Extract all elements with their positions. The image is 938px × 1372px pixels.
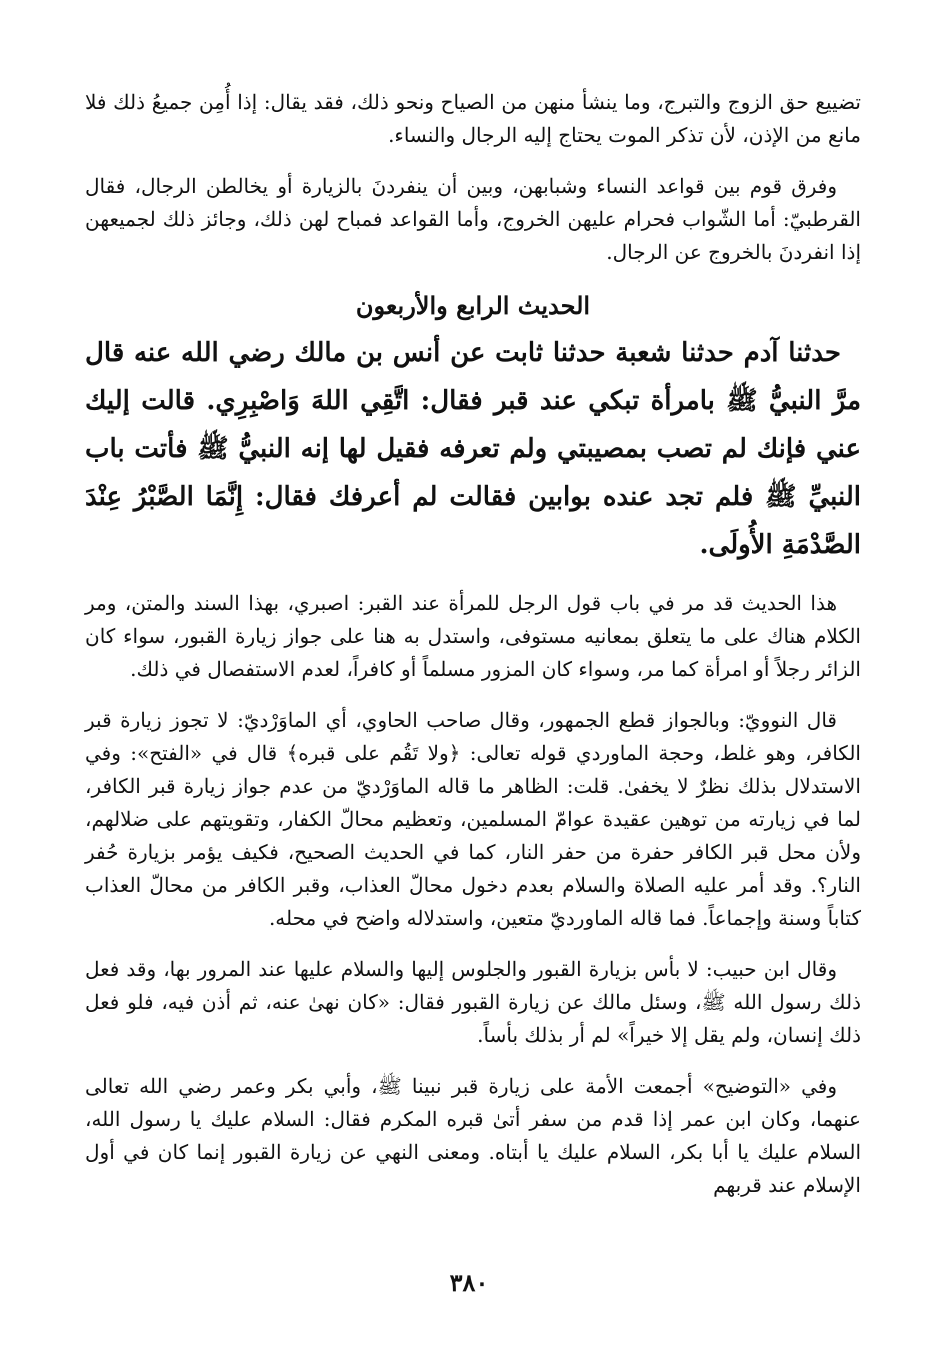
- paragraph-commentary-3: وقال ابن حبيب: لا بأس بزيارة القبور والجلوس إليها والسلام عليها عند المرور بها، وقد فعل ذلك رسول الله ﷺ، وسئل مالك عن زيارة القبور فقال: «كان نهىٰ عنه، ثم أذن فيه، فلو فعل ذلك إنسان، ولم يقل إلا خيراً» لم أر بذلك بأساً.: [85, 957, 861, 1047]
- paragraph-commentary-2: قال النوويّ: وبالجواز قطع الجمهور، وقال صاحب الحاوي، أي الماوَرْديّ: لا تجوز زيارة قبر الكافر، وهو غلط، وحجة الماوردي قوله تعالى: ﴿ولا تَقُم على قبره﴾ قال في «الفتح»: وفي الاستدلال بذلك نظرٌ لا يخفىٰ. قلت: الظاهر ما قاله الماوَرْديّ من عدم جواز زيارة قبر الكافر، لما في زيارته من توهين عقيدة عوامّ المسلمين، وتعظيم محالّ الكفار، وتقويتهم على ضلالهم، ولأن محل قبر الكافر حفرة من حفر النار، كما في الحديث الصحيح، فكيف يؤمر بزيارة حُفر النار؟. وقد أمر عليه الصلاة والسلام بعدم دخول محالّ العذاب، وقبر الكافر من محالّ العذاب كتاباً وسنة وإجماعاً. فما قاله الماورديّ متعين، واستدلاله واضح في محله.: [85, 708, 862, 930]
- paragraph-top-2: وفرق قوم بين قواعد النساء وشبابهن، وبين أن ينفردنَ بالزيارة أو يخالطن الرجال، فقال القرطبيّ: أما الشّواب فحرام عليهن الخروج، وأما القواعد فمباح لهن ذلك، وجائز ذلك لجميعهن إذا انفردنَ بالخروج عن الرجال.: [85, 174, 861, 264]
- paragraph-top-1: تضييع حق الزوج والتبرج، وما ينشأ منهن من الصياح ونحو ذلك، فقد يقال: إذا أُمِن جميعُ ذلك فلا مانع من الإذن، لأن تذكر الموت يحتاج إليه الرجال والنساء.: [85, 90, 861, 147]
- hadith-text: حدثنا آدم حدثنا شعبة حدثنا ثابت عن أنس بن مالك رضي الله عنه قال مرَّ النبيُّ ﷺ بامرأة تبكي عند قبر فقال: اتَّقِي اللهَ وَاصْبِرِي. قالت إليك عني فإنك لم تصب بمصيبتي ولم تعرفه فقيل لها إنه النبيُّ ﷺ فأتت باب النبيِّ ﷺ فلم تجد عنده بوابين فقالت لم أعرفك فقال: إِنَّمَا الصَّبْرُ عِنْدَ الصَّدْمَةِ الأُولَى.: [85, 338, 861, 560]
- paragraph-commentary-1: هذا الحديث قد مر في باب قول الرجل للمرأة عند القبر: اصبري، بهذا السند والمتن، ومر الكلام هناك على ما يتعلق بمعانيه مستوفى، واستدل به هنا على جواز زيارة القبور، سواء كان الزائر رجلاً أو امرأة كما مر، وسواء كان المزور مسلماً أو كافراً، لعدم الاستفصال في ذلك.: [85, 591, 861, 681]
- page-number: ٣٨٠: [449, 1268, 489, 1297]
- hadith-heading: الحديث الرابع والأربعون: [355, 291, 591, 320]
- paragraph-commentary-4: وفي «التوضيح» أجمعت الأمة على زيارة قبر نبينا ﷺ، وأبي بكر وعمر رضي الله تعالى عنهما، وكان ابن عمر إذا قدم من سفر أتىٰ قبره المكرم فقال: السلام عليك يا رسول الله، السلام عليك يا أبا بكر، السلام عليك يا أبتاه. ومعنى النهي عن زيارة القبور إنما كان في أول الإسلام عند قربهم: [85, 1074, 861, 1197]
- page-body: [85, 86, 861, 1202]
